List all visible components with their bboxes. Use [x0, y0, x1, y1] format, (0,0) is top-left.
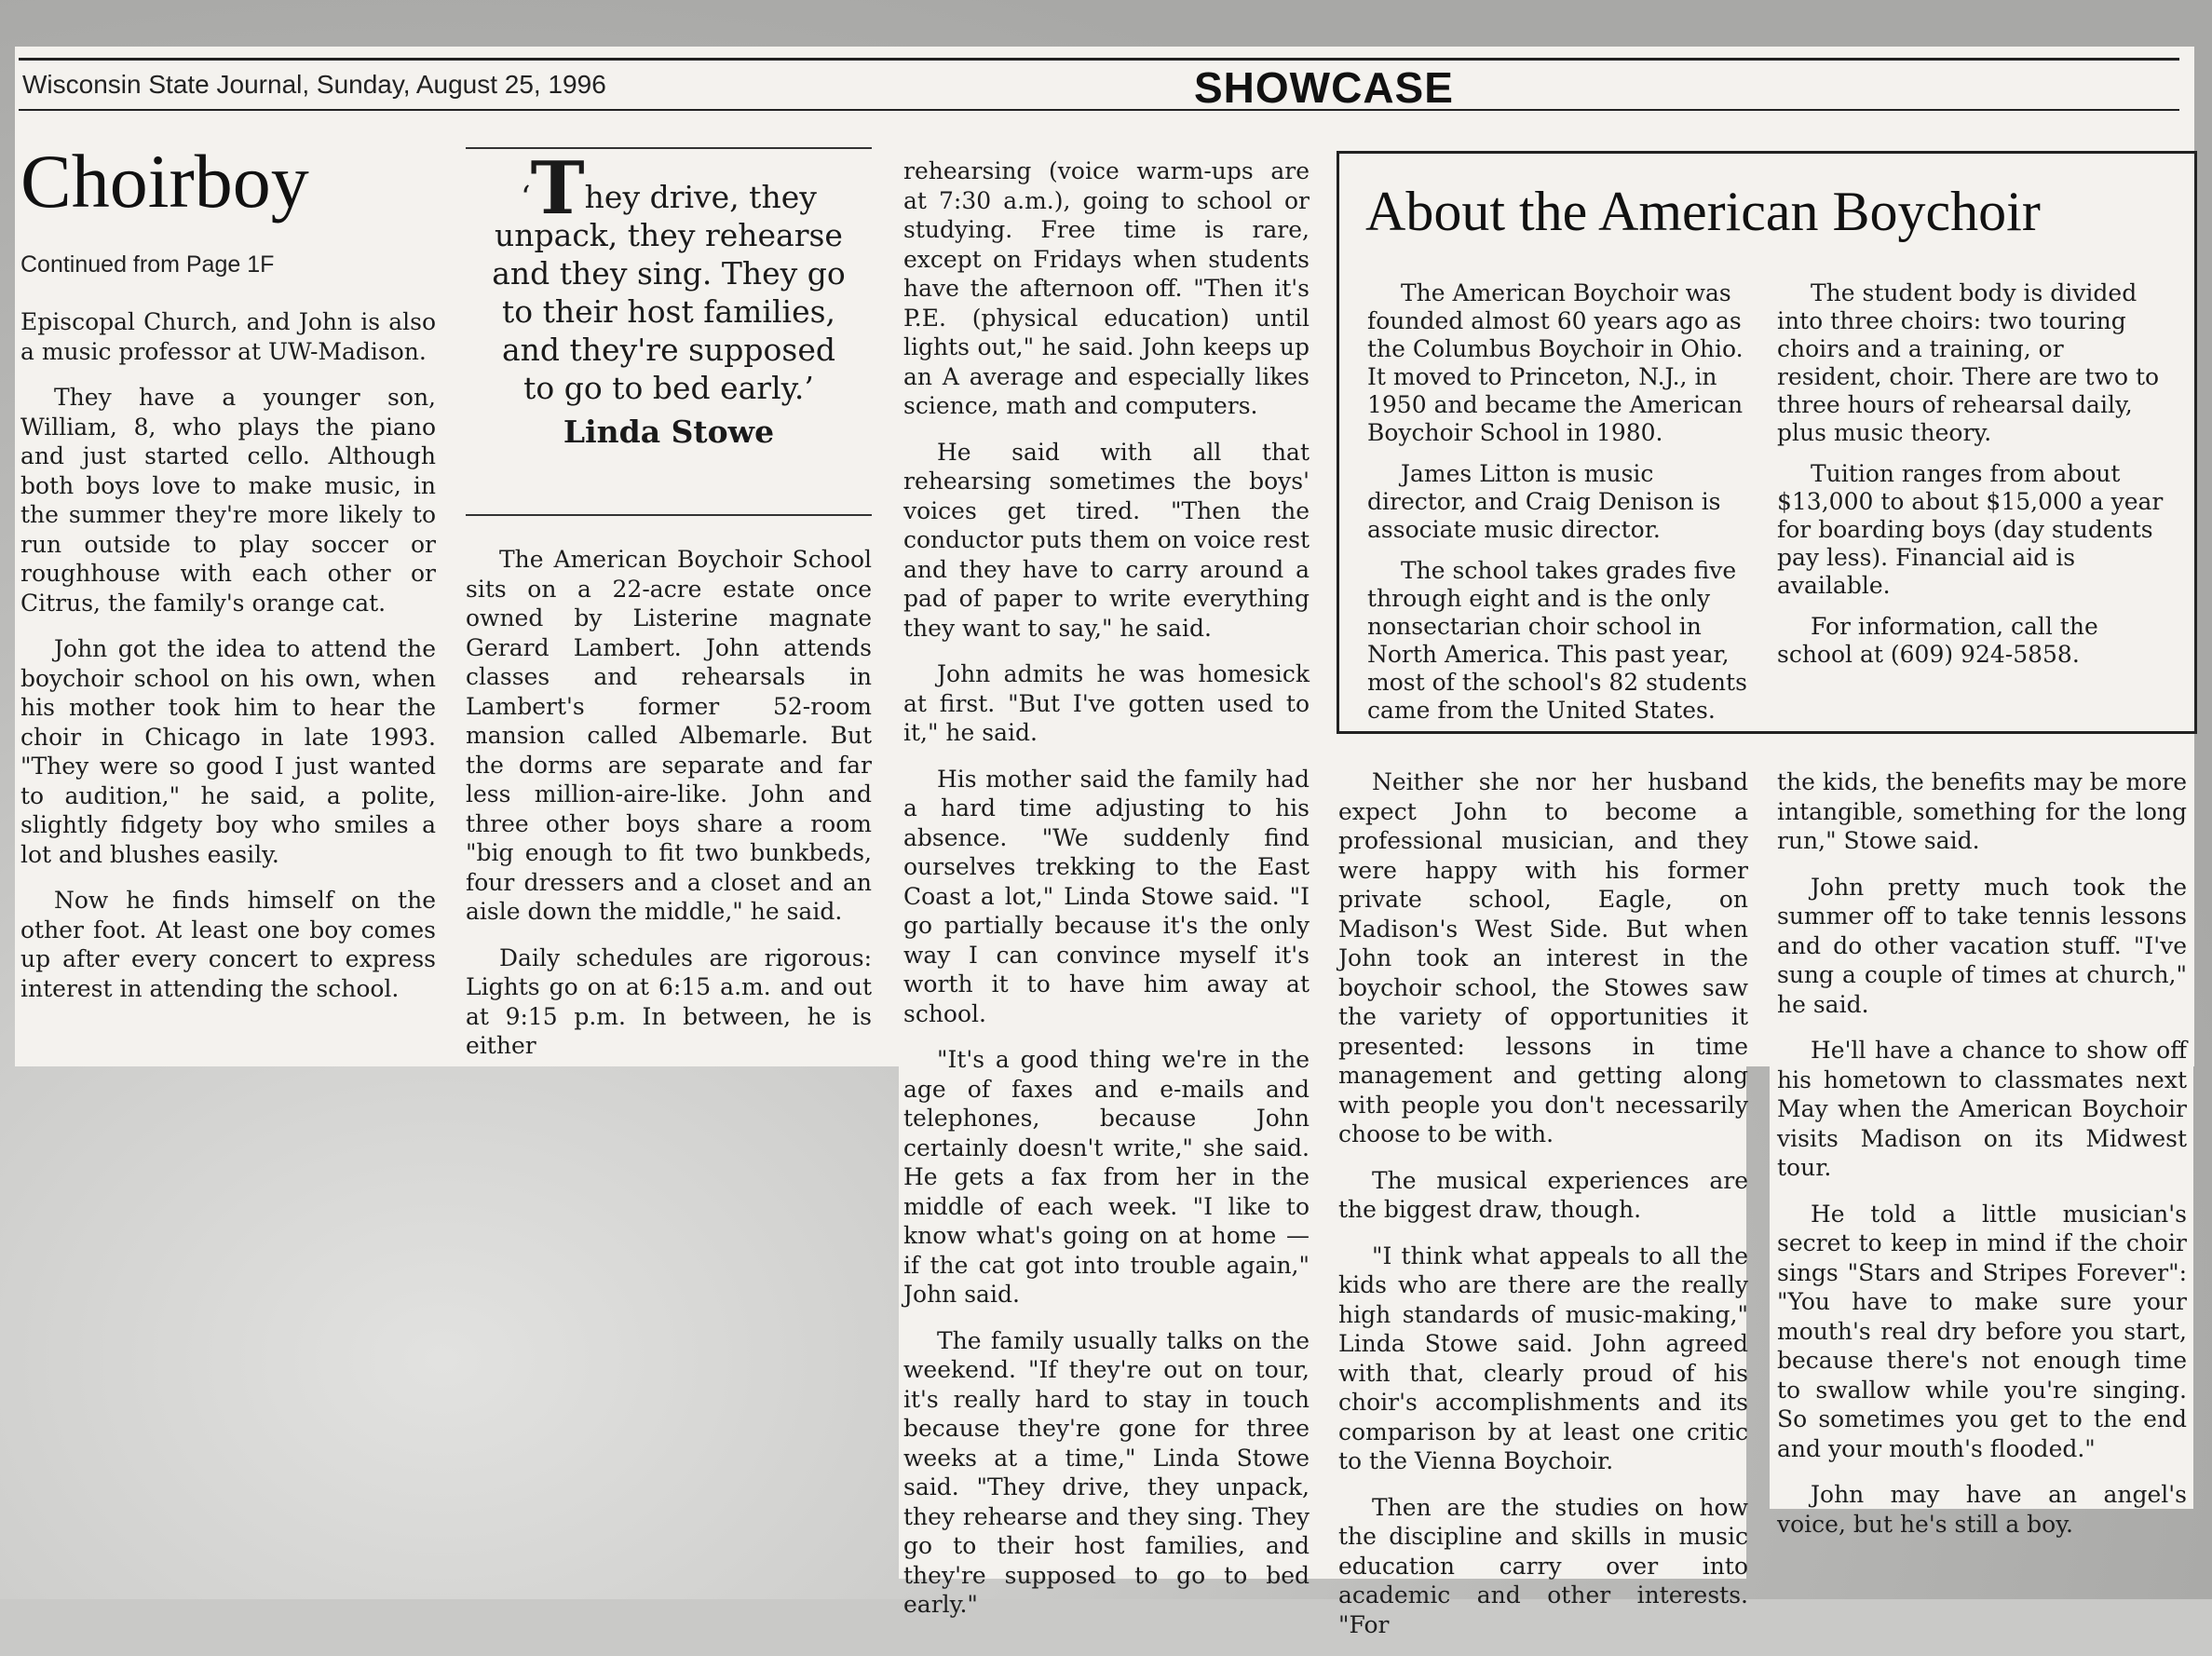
paragraph: His mother said the family had a hard time adjusting to his absence. "We suddenly find ourselves trekking to the East Coast a lot," Linda Stowe said. "I go partially because it's the only way I can convince myself it's worth it to have him away at school. [903, 765, 1310, 1027]
article-column-3 [903, 156, 1310, 1636]
paragraph: John may have an angel's voice, but he's still a boy. [1777, 1481, 2187, 1538]
sidebar-column-right [1777, 279, 2166, 682]
paragraph: For information, call the school at (609) 924-5858. [1777, 613, 2098, 668]
pull-quote-body: hey drive, they unpack, they rehearse and they sing. They go to their host families, and they're supposed to go to bed early.’ [492, 179, 846, 406]
sidebar-box [1337, 151, 2197, 734]
paragraph: The family usually talks on the weekend. "If they're out on tour, it's really hard to stay in touch because they're gone for three weeks at a time," Linda Stowe said. "They drive, they unpack, they rehearse and they sing. They go to their host families, and they're supposed to go to bed early." [903, 1326, 1310, 1618]
paragraph: The student body is divided into three choirs: two touring choirs and a training, or resident, choir. There are two to three hours of rehearsal daily, plus music theory. [1777, 279, 2160, 446]
paragraph: Episcopal Church, and John is also a music professor at UW-Madison. [20, 308, 436, 365]
paragraph: He told a little musician's secret to keep in mind if the choir sings "Stars and Stripes Forever": "You have to make sure your mouth's real dry before you start, because there's not enough time to swallow while you're singing. So sometimes you get to the end and your mouth's flooded." [1777, 1200, 2187, 1462]
pull-quote-text [466, 146, 872, 407]
paragraph: "I think what appeals to all the kids who are there are the really high standards of music-making," Linda Stowe said. John agreed with that, clearly proud of his choir's accomplishments and its comparison by at least one critic to the Vienna Boychoir. [1338, 1242, 1748, 1474]
paragraph: the kids, the benefits may be more intangible, something for the long run," Stowe said. [1777, 768, 2187, 854]
paragraph: Then are the studies on how the discipline and skills in music education carry over into academic and other interests. "For [1338, 1493, 1748, 1638]
paragraph: "It's a good thing we're in the age of faxes and e-mails and telephones, because John certainly doesn't write," she said. He gets a fax from her in the middle of each week. "I like to know what's going on at home — if the cat got into trouble again," John said. [903, 1046, 1310, 1308]
article-column-1 [20, 307, 436, 1020]
paragraph: The American Boychoir School sits on a 22-acre estate once owned by Listerine magnate Gerard Lambert. John attends classes and rehearsals in Lambert's former 52-room mansion called Albemarle. But the dorms are separate and far less million-aire-like. John and three other boys share a room "big enough to fit two bunkbeds, four dressers and a closet and an aisle down the middle," he said. [466, 546, 872, 925]
headline: Choirboy [20, 139, 309, 224]
paragraph: John pretty much took the summer off to take tennis lessons and do other vacation stuff. "I've sung a couple of times at church," he said. [1777, 873, 2187, 1018]
pull-quote-initial: T [530, 146, 585, 231]
article-column-4 [1338, 767, 1748, 1656]
article-column-2 [466, 545, 872, 1078]
paragraph: They have a younger son, William, 8, who plays the piano and just started cello. Although both boys love to make music, in the summer they're more likely to run outside to play soccer or roughhouse with each other or Citrus, the family's orange cat. [20, 384, 436, 617]
paragraph: Now he finds himself on the other foot. At least one boy comes up after every concert to express interest in attending the school. [20, 887, 436, 1002]
dateline: Wisconsin State Journal, Sunday, August 25, 1996 [22, 70, 606, 99]
pull-quote-attribution: Linda Stowe [563, 414, 775, 450]
paragraph: Daily schedules are rigorous: Lights go on at 6:15 a.m. and out at 9:15 p.m. In between, he is either [466, 943, 872, 1059]
continued-note: Continued from Page 1F [20, 251, 275, 278]
paragraph: James Litton is music director, and Craig Denison is associate music director. [1367, 460, 1721, 543]
masthead [19, 58, 2179, 111]
paragraph: John admits he was homesick at first. "But I've gotten used to it," he said. [903, 660, 1310, 746]
paragraph: The American Boychoir was founded almost 60 years ago as the Columbus Boychoir in Ohio. It moved to Princeton, N.J., in 1950 and became the American Boychoir School in 1980. [1367, 279, 1744, 446]
article-column-5 [1777, 767, 2187, 1555]
section-name: SHOWCASE [1194, 63, 1454, 112]
paragraph: The musical experiences are the biggest draw, though. [1338, 1166, 1748, 1223]
paragraph: He'll have a chance to show off his hometown to classmates next May when the American Boychoir visits Madison on its Midwest tour. [1777, 1037, 2187, 1181]
paragraph: The school takes grades five through eight and is the only nonsectarian choir school in North America. This past year, most of the school's 82 students came from the United States. [1367, 557, 1747, 724]
paragraph: He said with all that rehearsing sometimes the boys' voices get tired. "Then the conductor puts them on voice rest and they have to carry around a pad of paper to write everything they want to say," he said. [903, 438, 1310, 642]
pull-quote-open-mark: ‘ [521, 179, 531, 215]
pull-quote [466, 147, 872, 516]
sidebar-title: About the American Boychoir [1365, 181, 2041, 242]
paragraph: rehearsing (voice warm-ups are at 7:30 a.m.), going to school or studying. Free time is rare, except on Fridays when students have the afternoon off. "Then it's P.E. (physical education) until lights out," he said. John keeps up an A average and especially likes science, math and computers. [903, 157, 1310, 419]
paragraph: Tuition ranges from about $13,000 to about $15,000 a year for boarding boys (day students pay less). Financial aid is available. [1777, 460, 2164, 599]
paragraph: Neither she nor her husband expect John to become a professional musician, and they were happy with his former private school, Eagle, on Madison's West Side. But when John took an interest in the boychoir school, the Stowes saw the variety of opportunities it presented: lessons in time management and getting along with people you don't necessarily choose to be with. [1338, 768, 1748, 1147]
paragraph: John got the idea to attend the boychoir school on his own, when his mother took him to hear the choir in Chicago in late 1993. "They were so good I just wanted to audition," he said, a polite, slightly fidgety boy who smiles a lot and blushes easily. [20, 635, 436, 868]
sidebar-column-left [1367, 279, 1749, 738]
